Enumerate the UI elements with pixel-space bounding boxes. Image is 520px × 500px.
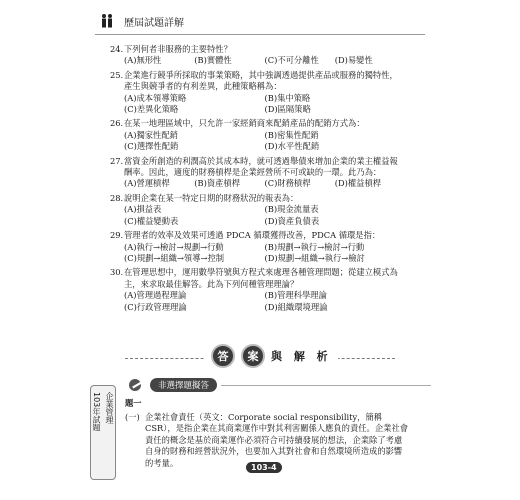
question-number: 28.	[110, 192, 124, 203]
page-header	[100, 12, 184, 30]
answer-option: (A)無形性	[124, 55, 162, 66]
question-text: 企業進行競爭所採取的事業策略，其中強調透過提供產品或服務的獨特性，產生與競爭者的有利差異，此種策略稱為：	[124, 69, 398, 92]
answer-option: (B)規劃→執行→檢討→行動	[264, 241, 365, 252]
answer-option: (B)管理科學理論	[264, 290, 327, 301]
answer-option: (D)權益槓桿	[334, 178, 382, 189]
answer-option: (D)組織環境理論	[264, 301, 328, 312]
answer-option: (C)不可分離性	[264, 55, 319, 66]
answer-options	[110, 55, 405, 66]
question-number: 30.	[110, 267, 124, 278]
side-tab	[90, 385, 116, 480]
question-stem	[110, 193, 405, 204]
answer-badge: 案	[241, 344, 265, 368]
question-item	[110, 267, 405, 313]
section-label: 非選擇題擬答	[150, 378, 217, 392]
section-divider	[221, 385, 431, 386]
answer-option: (A)成本領導策略	[124, 92, 187, 103]
question-item	[110, 118, 405, 152]
question-text: 下列何者非服務的主要特性？	[124, 44, 232, 54]
answer-options	[110, 204, 405, 227]
answer-option: (A)損益表	[124, 204, 162, 215]
answer-option: (C)差異化策略	[124, 104, 179, 115]
answer-option: (A)管理過程理論	[124, 290, 187, 301]
side-tab-subject: 企業管理	[105, 392, 114, 424]
side-tab-year: 103年試題	[92, 392, 101, 432]
question-stem	[110, 44, 405, 55]
question-item	[110, 156, 405, 190]
answer-option: (C)財務槓桿	[264, 178, 311, 189]
question-text: 在管理思想中，運用數學符號與方程式來處理各種管理問題；從建立模式為主，來求取最佳解答。此為下列何種管理理論？	[124, 267, 398, 289]
question-item	[110, 193, 405, 227]
answer-options	[110, 93, 405, 116]
answer-item-text: 企業社會責任（英文：Corporate social responsibility，簡稱 CSR），是指企業在其商業運作中對其利害關係人應負的責任。企業社會責任的概念是基於商業運作必須符合可持續發展的想法，企業除了考慮自身的財務和經營狀況外，也要加入其對社會和自然環境所造成的影響的考量。	[145, 411, 409, 468]
question-list	[110, 44, 405, 316]
question-text: 在某一地理區域中，只允許一家經銷商來配銷產品的配銷方式為：	[124, 118, 365, 129]
answer-option: (D)規劃→組織→執行→檢討	[264, 252, 365, 263]
answer-option: (B)密集性配銷	[264, 129, 319, 140]
answer-item	[125, 412, 410, 470]
answer-banner	[125, 344, 395, 374]
answer-option: (A)獨家性配銷	[124, 129, 178, 140]
header-divider	[95, 34, 425, 35]
section-header	[128, 378, 431, 392]
question-stem	[110, 70, 405, 93]
answer-badge: 答	[211, 344, 235, 368]
question-stem	[110, 230, 405, 241]
question-number: 25.	[110, 69, 124, 80]
answer-option: (D)易變性	[334, 55, 373, 66]
answer-options	[110, 130, 405, 153]
answer-option: (C)規劃→組織→領導→控制	[124, 252, 225, 263]
banner-title: 與 解 析	[271, 350, 332, 363]
answer-option: (C)權益變動表	[124, 215, 179, 226]
answer-option: (B)資產槓桿	[194, 178, 241, 189]
answer-option: (B)實體性	[194, 55, 232, 66]
question-stem	[110, 267, 405, 290]
answer-option: (C)選擇性配銷	[124, 141, 179, 152]
question-item	[110, 230, 405, 264]
question-number: 29.	[110, 230, 124, 241]
answer-option: (B)集中策略	[264, 92, 311, 103]
question-number: 26.	[110, 118, 124, 129]
question-item	[110, 70, 405, 116]
question-text: 當資金所創造的利潤高於其成本時，就可透過舉債來增加企業的業主權益報酬率。因此，適度的財務槓桿是企業經營所不可或缺的一環。此乃為：	[124, 155, 398, 178]
page-number-label: 103-4	[246, 462, 282, 473]
answer-option: (A)營運槓桿	[124, 178, 170, 189]
answer-item-marker: (一)	[125, 411, 140, 422]
answer-option: (D)區隔策略	[264, 104, 311, 115]
people-icon	[100, 13, 114, 29]
question-number: 24.	[110, 44, 124, 54]
question-item	[110, 44, 405, 67]
answer-option: (D)資產負債表	[264, 215, 320, 226]
header-title: 歷屆試題詳解	[124, 17, 184, 29]
question-text: 管理者的效率及效果可透過 PDCA 循環獲得改善，PDCA 循環是指：	[124, 230, 381, 241]
answer-option: (A)執行→檢討→規劃→行動	[124, 241, 224, 252]
question-number: 27.	[110, 155, 124, 166]
question-stem	[110, 118, 405, 129]
answer-option: (C)行政管理理論	[124, 301, 187, 312]
answer-options	[110, 178, 405, 189]
answer-options	[110, 242, 405, 265]
answer-section	[125, 398, 410, 470]
answer-options	[110, 290, 405, 313]
pencil-icon	[128, 378, 146, 392]
answer-option: (B)現金流量表	[264, 204, 319, 215]
page-number	[246, 462, 282, 473]
question-text: 說明企業在某一特定日期的財務狀況的報表為：	[124, 192, 299, 203]
question-stem	[110, 156, 405, 179]
answer-option: (D)水平性配銷	[264, 141, 320, 152]
banner-badges	[205, 344, 338, 368]
answer-title: 題一	[125, 398, 142, 408]
